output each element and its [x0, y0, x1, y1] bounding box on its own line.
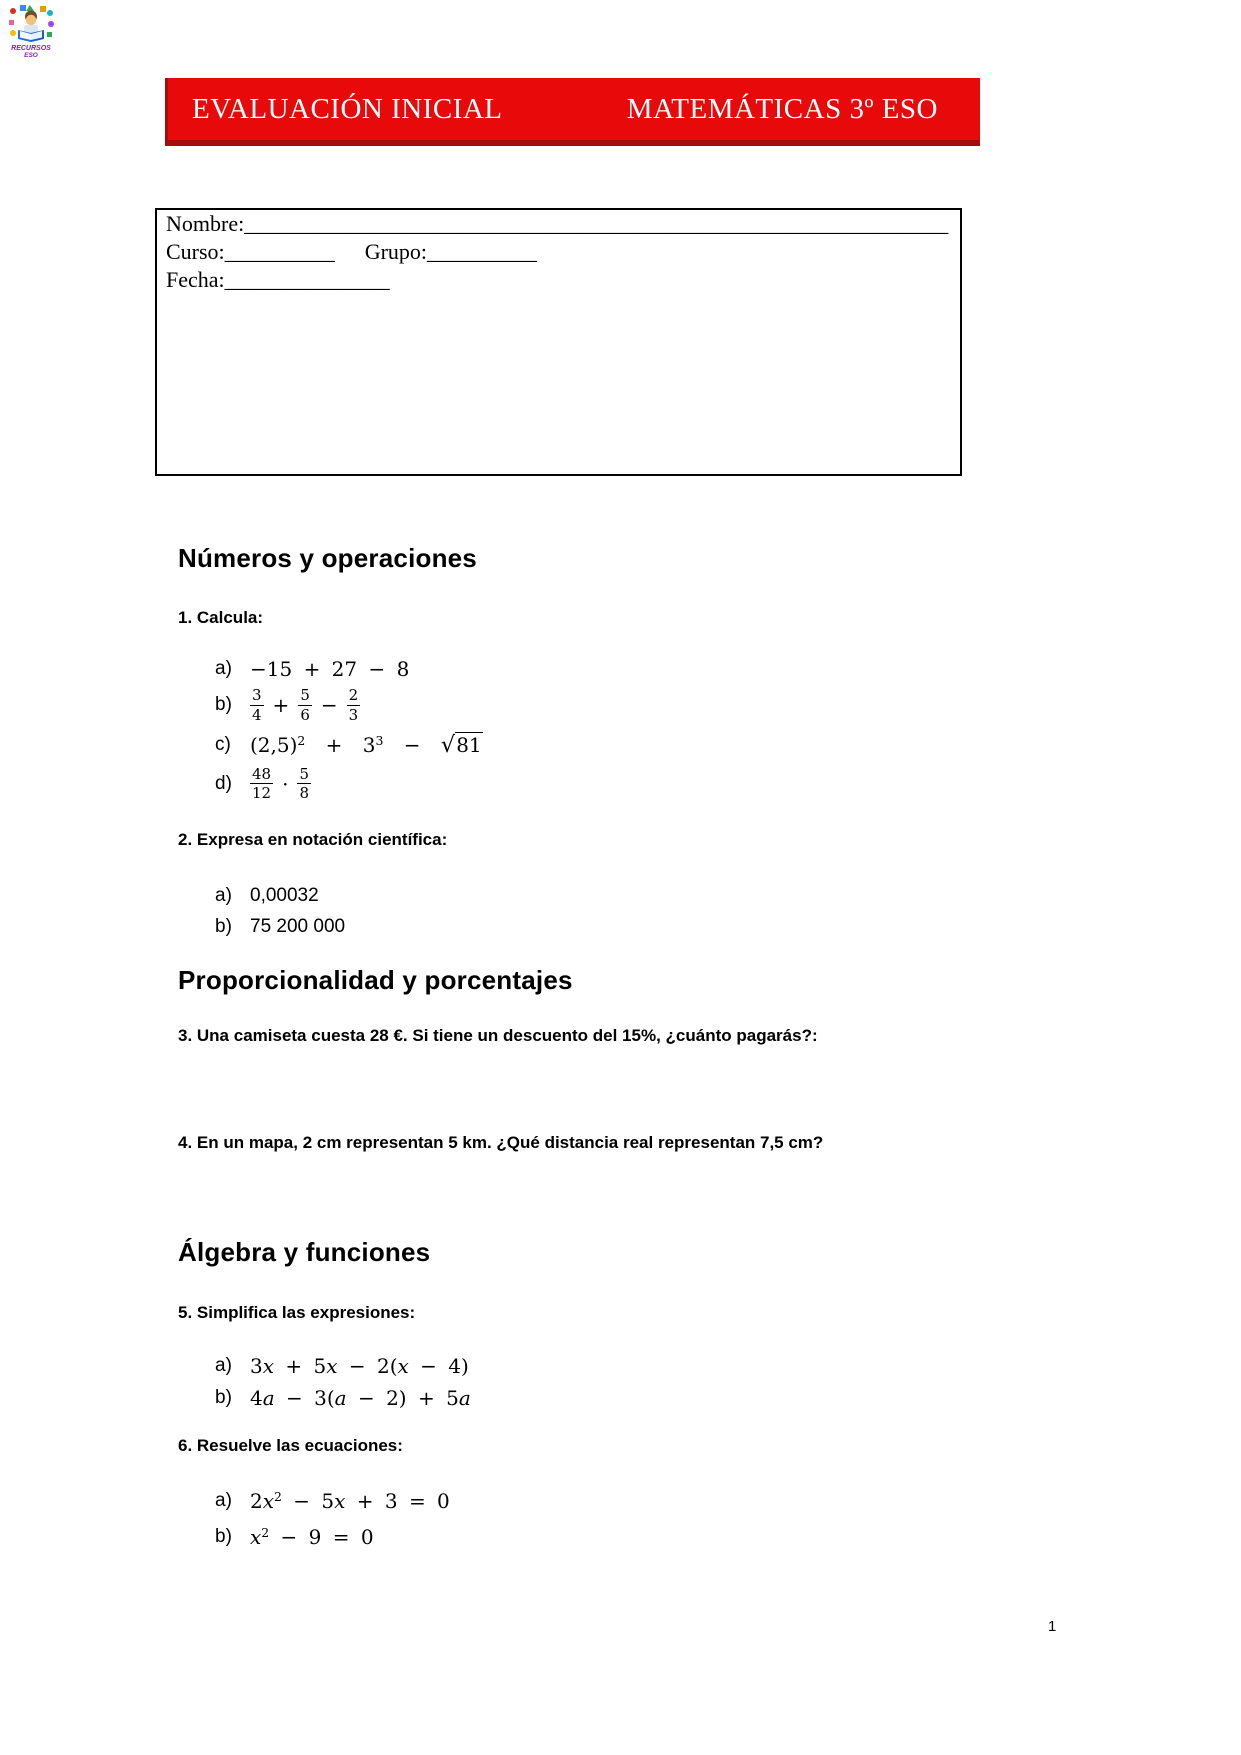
- curso-blank-line: __________: [224, 239, 335, 264]
- problem-2-item-a: [178, 882, 988, 909]
- problem-1-item-c: [178, 731, 988, 759]
- nombre-line: [166, 210, 960, 238]
- item-letter: a): [215, 658, 232, 679]
- item-letter: a): [215, 1355, 232, 1376]
- math-term: + 3 = 0: [345, 1489, 450, 1513]
- radicand: 81: [456, 732, 482, 757]
- item-letter: b): [215, 694, 232, 716]
- section-heading-proporcionalidad: Proporcionalidad y porcentajes: [178, 965, 573, 995]
- student-info-box: [155, 208, 962, 476]
- math-term: + 5: [274, 1354, 327, 1378]
- exponent: 3: [375, 732, 384, 748]
- math-term: 3: [250, 1354, 263, 1378]
- page-number: 1: [1048, 1618, 1057, 1635]
- problem-6-item-b: [178, 1521, 988, 1553]
- title-banner: [165, 78, 980, 146]
- item-value: 0,00032: [250, 885, 319, 906]
- item-letter: b): [215, 1387, 232, 1408]
- math-term: − 2) + 5: [346, 1386, 459, 1410]
- banner-left-title: EVALUACIÓN INICIAL: [192, 92, 503, 125]
- math-expression: [250, 1485, 450, 1517]
- variable: a: [458, 1386, 471, 1410]
- math-expression: [250, 1521, 374, 1553]
- variable: x: [334, 1489, 346, 1513]
- math-term: 4: [250, 1386, 263, 1410]
- math-expression: [250, 1352, 469, 1380]
- item-letter: d): [215, 772, 232, 794]
- math-expression: [250, 1384, 471, 1412]
- fecha-blank-line: _______________: [224, 267, 390, 292]
- fraction-numerator: 5: [300, 686, 310, 704]
- operator: +: [325, 732, 343, 757]
- problem-6-label: 6. Resuelve las ecuaciones:: [178, 1436, 403, 1455]
- exponent: 2: [297, 732, 306, 748]
- problem-2-item-b: [178, 913, 988, 940]
- item-letter: b): [215, 1526, 232, 1547]
- math-term: − 4): [408, 1354, 469, 1378]
- math-expression: [250, 731, 483, 759]
- fraction-numerator: 2: [348, 686, 359, 704]
- problem-4-statement: 4. En un mapa, 2 cm representan 5 km. ¿Qué distancia real representan 7,5 cm?: [178, 1133, 824, 1152]
- math-expression: −15 + 27 − 8: [250, 657, 410, 681]
- item-letter: c): [215, 733, 231, 755]
- section-heading-algebra: Álgebra y funciones: [178, 1237, 431, 1267]
- exponent: 2: [261, 1525, 270, 1541]
- banner-right-title: MATEMÁTICAS 3º ESO: [626, 92, 938, 125]
- item-letter: a): [215, 1490, 232, 1511]
- fraction-denominator: 4: [252, 705, 262, 724]
- fraction-numerator: 5: [299, 764, 309, 783]
- nombre-label: Nombre:: [166, 211, 245, 236]
- fraction: [250, 686, 264, 725]
- grupo-blank-line: __________: [427, 239, 538, 264]
- recursos-eso-logo: [8, 4, 54, 58]
- fraction: [347, 686, 361, 725]
- logo-text-line2: ESO: [24, 52, 38, 58]
- operator: +: [272, 693, 290, 718]
- variable: x: [250, 1525, 262, 1549]
- curso-label: Curso:: [166, 239, 225, 264]
- math-term: − 2(: [337, 1354, 398, 1378]
- fecha-label: Fecha:: [166, 267, 225, 292]
- variable: x: [397, 1354, 409, 1378]
- problem-1-item-b: [178, 686, 988, 725]
- operator: −: [320, 693, 338, 718]
- fraction-denominator: 8: [299, 784, 309, 803]
- curso-grupo-line: [166, 238, 960, 266]
- item-letter: a): [215, 885, 232, 906]
- variable: a: [334, 1386, 347, 1410]
- variable: x: [326, 1354, 338, 1378]
- item-value: 75 200 000: [250, 916, 346, 937]
- grupo-label: Grupo:: [364, 239, 428, 264]
- math-term: 3: [362, 732, 376, 757]
- variable: a: [262, 1386, 275, 1410]
- math-term: − 5: [281, 1489, 335, 1513]
- problem-5-label: 5. Simplifica las expresiones:: [178, 1303, 416, 1322]
- exponent: 2: [274, 1489, 282, 1505]
- problem-3-statement: 3. Una camiseta cuesta 28 €. Si tiene un descuento del 15%, ¿cuánto pagarás?:: [178, 1026, 818, 1045]
- fecha-line: [166, 266, 960, 294]
- math-term: (2,5): [250, 732, 298, 757]
- sqrt-expression: [441, 733, 483, 757]
- problem-5-item-a: [178, 1352, 988, 1380]
- problem-5-item-b: [178, 1384, 988, 1412]
- variable: x: [262, 1489, 275, 1513]
- fraction: [250, 765, 273, 804]
- problem-2-label: 2. Expresa en notación científica:: [178, 830, 448, 849]
- operator: −: [403, 732, 421, 757]
- operator: ·: [282, 771, 289, 796]
- problem-6-item-a: [178, 1485, 988, 1517]
- logo-collage: [9, 5, 54, 42]
- fraction-denominator: 6: [300, 705, 310, 724]
- section-heading-numeros: Números y operaciones: [178, 543, 477, 573]
- problem-1-item-a: [178, 656, 988, 682]
- logo-text-line1: RECURSOS: [11, 45, 51, 52]
- variable: x: [262, 1354, 275, 1378]
- problem-1-item-d: [178, 765, 988, 804]
- nombre-blank-line: ________________________________________________________________: [244, 211, 949, 236]
- fraction: [298, 686, 312, 725]
- fraction-numerator: 3: [252, 686, 262, 704]
- fraction: [297, 765, 311, 804]
- math-term: 2: [250, 1489, 263, 1513]
- worksheet-content: [178, 530, 988, 1553]
- math-term: − 3(: [274, 1386, 335, 1410]
- problem-1-label: 1. Calcula:: [178, 608, 264, 627]
- fraction-denominator: 12: [252, 784, 272, 803]
- fraction-numerator: 48: [252, 764, 272, 783]
- fraction-denominator: 3: [348, 705, 359, 724]
- radical-sign: √: [440, 731, 456, 758]
- math-term: − 9 = 0: [269, 1525, 374, 1549]
- item-letter: b): [215, 916, 232, 937]
